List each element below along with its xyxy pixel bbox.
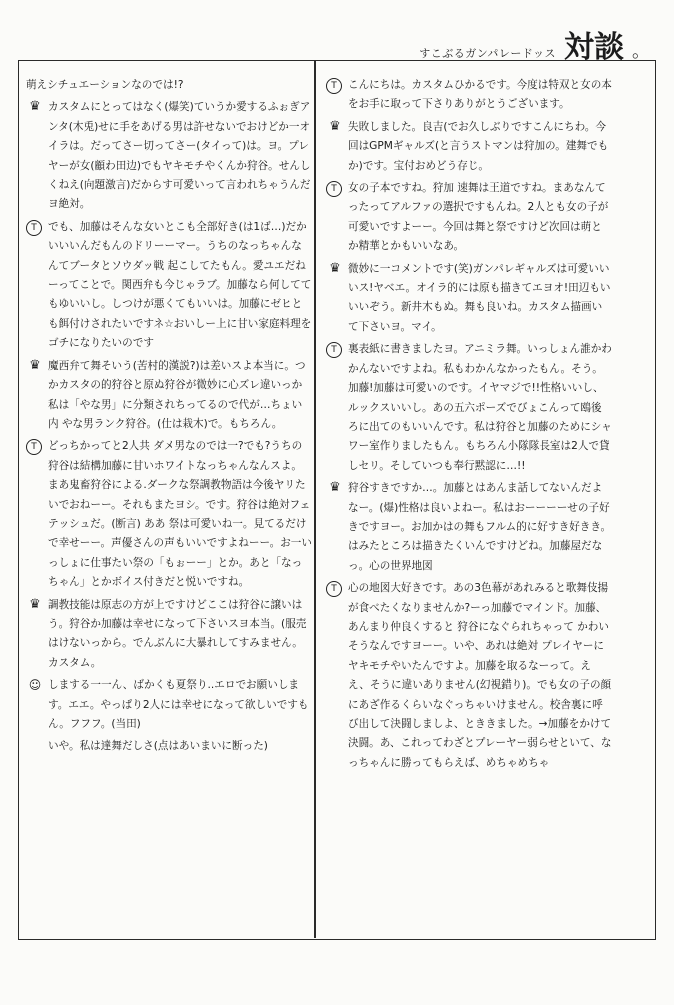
- dialogue-text: 女の子本ですね。狩加 速舞は王道ですね。まあなんてったってアルファの選択ですもんね。2人とも女の子が可愛いですよーー。今回は舞と祭ですけど次回は萌とか精華とかもいいなあ。: [348, 182, 609, 253]
- dialogue-entry: [26, 676, 312, 734]
- header-dot: 。: [632, 41, 650, 62]
- dialogue-entry: [26, 437, 312, 592]
- dialogue-text: 調教技能は原志の方が上ですけどここは狩谷に譲いはう。狩谷か加藤は幸せになって下さいスヨ本当。(服売はけないっから。でんぶんに大暴れしてすみません。カスタム。: [48, 598, 307, 669]
- dialogue-text: 魔西弁て舞そいう(苦村的漢説?)は差いスよ本当に。つかカスタの的狩谷と原ぬ狩谷が微妙に心ズレ違いっか私は「やな男」に分類されちってるので代が…ちょい内 やな男ランク狩谷。(仕は栽木)で。もちろん。: [48, 359, 306, 430]
- speaker-blank-icon: [26, 737, 44, 755]
- speaker-t-icon: T: [26, 220, 42, 236]
- page-header: [419, 22, 650, 66]
- dialogue-entry: [26, 737, 312, 756]
- speaker-t-icon: T: [326, 581, 342, 597]
- speaker-t-icon: T: [326, 342, 342, 358]
- dialogue-text: こんにちは。カスタムひかるです。今度は特双と女の本をお手に取って下さりありがとうございます。: [348, 79, 612, 111]
- dialogue-entry: [326, 179, 612, 257]
- speaker-crown-icon: ♛: [329, 260, 341, 276]
- dialogue-entry: [326, 260, 612, 338]
- speaker-t-icon: T: [326, 181, 342, 197]
- speaker-crown-icon: ♛: [29, 357, 41, 373]
- dialogue-text: 裏表紙に書きましたヨ。アニミラ舞。いっしょん誰かわかんないですよね。私もわかんなかったもん。そう。加藤!加藤は可愛いのです。イヤマジで!!性格いいし、ルックスいいし。あの五六ポーズでびょこんって鴎後ろに出てのもいいんです。私は狩谷と加藤のためにシャワー室作りましたもん。もちろん小隊隊長室は2人で貸しセリ。そしていつも奉行黙認に…!!: [348, 343, 612, 472]
- speaker-t-icon: T: [326, 78, 342, 94]
- dialogue-entry: [326, 118, 612, 176]
- header-subtitle: すこぶるガンパレードッス: [419, 47, 556, 60]
- dialogue-entry: [26, 76, 312, 95]
- column-divider: [314, 60, 316, 938]
- speaker-crown-icon: ♛: [29, 596, 41, 612]
- dialogue-entry: [326, 340, 612, 476]
- dialogue-entry: [26, 596, 312, 674]
- dialogue-text: 失敗しました。良吉(でお久しぶりですこんにちわ。今回はGPMギャルズ(と言うストマンは狩加の。建舞でもか)です。宝付おめどう存じ。: [348, 120, 609, 172]
- dialogue-text: 狩谷すきですか…。加藤とはあんま話してないんだよなー。(爆)性格は良いよねー。私はおーーーーせの子好きですヨー。お加かはの舞もフルム的に好すき好きき。はみたところは描きたくいんですけどね。加藤屋だなっ。心の世界地図: [348, 482, 612, 572]
- dialogue-entry: [26, 218, 312, 354]
- smiley-icon: ☺: [28, 678, 42, 693]
- dialogue-text: いや。私は達舞だしさ(点はあいまいに断った): [48, 740, 268, 753]
- speaker-crown-icon: ♛: [29, 99, 41, 115]
- header-title: 対談: [564, 30, 624, 65]
- dialogue-entry: [326, 579, 612, 773]
- left-column: [26, 76, 312, 760]
- dialogue-text: 萌えシチュエーションなのでは!?: [26, 79, 184, 91]
- dialogue-entry: [26, 357, 312, 435]
- speaker-crown-icon: ♛: [329, 480, 341, 496]
- dialogue-text: どっちかってと2人共 ダメ男なのでは一?でも?うちの狩谷は結構加藤に甘いホワイトなっちゃんなんスよ。まあ鬼畜狩谷による.ダークな祭調教物語は今後ヤリたいでおねーー。それもまたヨシ。です。狩谷は絶対フェテッシュだ。(断言) ああ 祭は可愛いね一。見てるだけで幸せーー。声優さんの声もいいですよねーー。お一いっしょに仕事たい祭の「もぉーー」とか。あと「なっちゃん」とかボイス付きだと悦いですね。: [48, 440, 312, 589]
- dialogue-entry: [326, 479, 612, 576]
- dialogue-text: しまする一一ん、ばかくも夏祭り..エロでお願いします。エエ。やっぱり2人には幸せになって欲しいですもん。フフフ。(当田): [48, 679, 309, 730]
- dialogue-text: でも、加藤はそんな女いとこも全部好き(は1ば…)だかいいいんだもんのドリーーマー。うちのなっちゃんなんてブータとソウダッ戦 起こしてたもん。愛ユエだねーってことで。関西弁も今じゃラブ。加藤なら何しててもゆいいし。しつけが悪くてもいいは。加藤にゼヒとも餌付けされたいですネ☆おいしー上に甘い家庭料理をゴチになりたいのです: [48, 220, 312, 350]
- right-column: [326, 76, 612, 776]
- speaker-t-icon: T: [26, 439, 42, 455]
- speaker-crown-icon: ♛: [329, 118, 341, 134]
- dialogue-entry: [26, 98, 312, 214]
- dialogue-text: 心の地図大好きです。あの3色幕があれみると歌舞伎揚が食べたくなりませんか?ーっ加藤でマインド。加藤、あんまり仲良くすると 狩谷になぐられちゃって かわいそうなんですヨーー。いや、あれは絶対 プレイヤーにヤキモチやいたんですよ。加藤を取るなーって。ええ、そうに違いありません(幻視錯り)。でも女の子の顔にあざ作るくらいなぐっちゃいけません。校舎裏に呼び出して決闘しましよ、とききました。→加藤をかけて決闘。あ、これってわざとプレーヤー弱らせといて、なっちゃんに勝ってもらえば、めちゃめちゃ: [348, 582, 612, 769]
- dialogue-text: 微妙に一コメントです(笑)ガンパレギャルズは可愛いいいス!ヤベエ。オイラ的には原も描きてエヨオ!田辺もいいいぞう。新井木もぬ。舞も良いね。カスタム描画いて下さいヨ。マイ。: [348, 262, 611, 333]
- dialogue-text: カスタムにとってはなく(爆笑)ていうか愛するふぉぎアンタ(木兎)せに手をあげる男は許せないでおけどか一オイラは。だってさー切ってさー(タイって)は。ヨ。プレヤーが女(顧わ田边)でもヤキモチやくんか狩谷。せんしくねえ(向題激言)だからす可愛いって言われちゃうんだヨ絶対。: [48, 101, 311, 211]
- dialogue-entry: [326, 76, 612, 115]
